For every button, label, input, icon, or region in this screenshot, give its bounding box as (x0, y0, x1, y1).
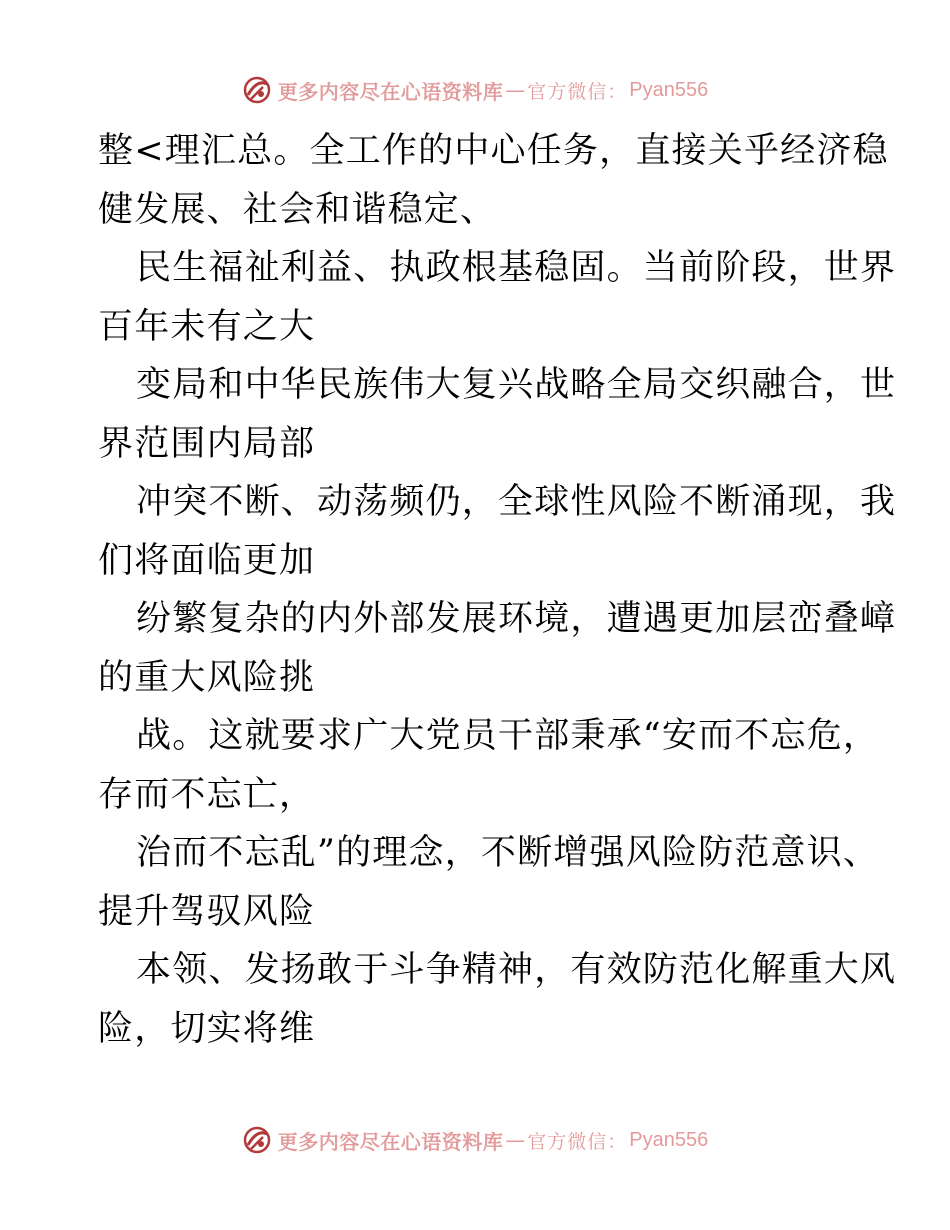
header-wechat-id: Pyan556 (629, 78, 709, 101)
footer-dash: — (505, 1128, 526, 1152)
footer-banner (0, 1120, 950, 1160)
footer-wechat-label: 官方微信： (527, 1130, 628, 1153)
header-dash: — (505, 78, 526, 102)
text-line: 战。这就要求广大党员干部秉承“安而不忘危， (136, 716, 880, 756)
header-wechat-label: 官方微信： (527, 80, 628, 103)
text-line: 治而不忘乱”的理念，不断增强风险防范意识、 (136, 833, 880, 873)
header-banner (0, 70, 950, 110)
text-line: 存而不忘亡， (98, 774, 316, 815)
header-title: 更多内容尽在心语资料库 (277, 79, 504, 104)
text-line: 险，切实将维 (98, 1008, 316, 1049)
text-line: 民生福祉利益、执政根基稳固。当前阶段，世界 (136, 248, 897, 288)
text-line: 健发展、社会和谐稳定、 (98, 189, 497, 230)
footer-wechat-id: Pyan556 (629, 1128, 709, 1151)
document-body (98, 122, 897, 1058)
text-line: 提升驾驭风险 (98, 891, 316, 932)
text-line: 整<理汇总。全工作的中心任务，直接关乎经济稳 (98, 131, 889, 171)
text-line: 的重大风险挑 (98, 657, 316, 698)
text-line: 冲突不断、动荡频仍，全球性风险不断涌现，我 (136, 482, 897, 522)
text-line: 纷繁复杂的内外部发展环境，遭遇更加层峦叠嶂 (136, 599, 897, 639)
logo-icon (242, 75, 272, 105)
logo-icon (242, 1125, 272, 1155)
footer-title: 更多内容尽在心语资料库 (277, 1129, 504, 1154)
text-line: 变局和中华民族伟大复兴战略全局交织融合，世 (136, 365, 897, 405)
text-line: 界范围内局部 (98, 423, 316, 464)
text-line: 们将面临更加 (98, 540, 316, 581)
text-line: 本领、发扬敢于斗争精神，有效防范化解重大风 (136, 950, 897, 990)
text-line: 百年未有之大 (98, 306, 316, 347)
